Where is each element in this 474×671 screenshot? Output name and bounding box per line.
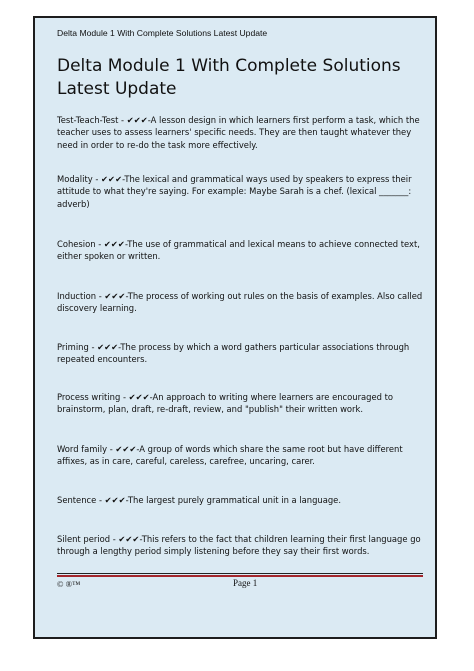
- document-page: [33, 16, 437, 639]
- footer-rule: [57, 573, 423, 574]
- footer-rule-accent: [57, 575, 423, 577]
- glossary-entry: Cohesion - ✔✔✔-The use of grammatical and lexical means to achieve connected text, either spoken or written.: [57, 239, 420, 262]
- glossary-entry: Induction - ✔✔✔-The process of working out rules on the basis of examples. Also called discovery learning.: [57, 291, 423, 314]
- running-header: Delta Module 1 With Complete Solutions Latest Update: [57, 28, 268, 38]
- document-title: Delta Module 1 With Complete Solutions Latest Update: [57, 56, 401, 99]
- glossary-entry: Modality - ✔✔✔-The lexical and grammatical ways used by speakers to express their attitude to what they're saying. For example: Maybe Sarah is a chef. (lexical _______: adverb): [57, 174, 412, 209]
- glossary-entry: Priming - ✔✔✔-The process by which a word gathers particular associations through repeated encounters.: [57, 342, 410, 365]
- glossary-entry: Silent period - ✔✔✔-This refers to the fact that children learning their first language go through a lengthy period simply listening before they say their first words.: [57, 534, 421, 557]
- glossary-entry: Test-Teach-Test - ✔✔✔-A lesson design in which learners first perform a task, which the teacher uses to assess learners' specific needs. They are then taught whatever they need in order to re-do the task more effectively.: [57, 115, 420, 150]
- glossary-entry: Process writing - ✔✔✔-An approach to writing where learners are encouraged to brainstorm, plan, draft, re-draft, review, and "publish" their written work.: [57, 392, 394, 415]
- footer-symbols: © ®™: [57, 579, 81, 589]
- page-number: Page 1: [233, 578, 258, 588]
- glossary-entry: Word family - ✔✔✔-A group of words which share the same root but have different affixes, as in care, careful, careless, carefree, uncaring, carer.: [57, 444, 403, 467]
- glossary-entry: Sentence - ✔✔✔-The largest purely grammatical unit in a language.: [57, 495, 341, 505]
